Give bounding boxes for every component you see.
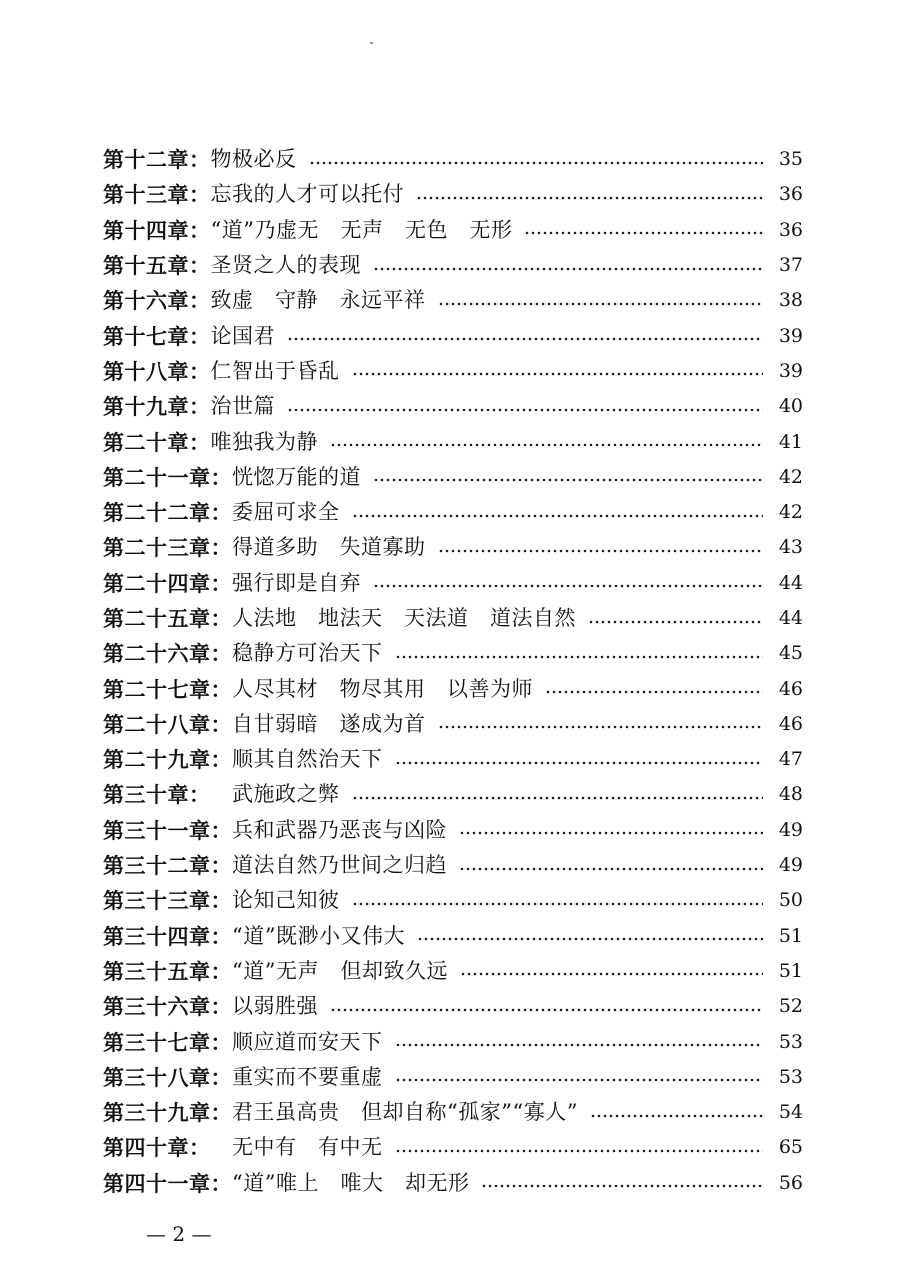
chapter-label: 第三十一章： [103, 817, 232, 843]
chapter-title: “道”乃虚无 无声 无色 无形 [210, 217, 513, 242]
page-number: 42 [778, 501, 803, 524]
dot-leader [438, 725, 764, 729]
page-number: 45 [778, 642, 803, 665]
chapter-title: 恍惚万能的道 [232, 464, 361, 489]
dot-leader [352, 372, 764, 376]
chapter-title: 道法自然乃世间之归趋 [232, 853, 447, 878]
scan-speck [370, 42, 373, 44]
dot-leader [352, 902, 764, 906]
dot-leader [309, 161, 764, 165]
chapter-label: 第二十章： [103, 429, 211, 455]
toc-entry [103, 1130, 803, 1165]
chapter-title: 顺应道而安天下 [232, 1029, 383, 1054]
dot-leader [460, 972, 763, 976]
toc-entry [103, 318, 803, 353]
page-number: 46 [778, 712, 803, 735]
chapter-label: 第十四章： [103, 217, 211, 243]
page-number: 42 [778, 465, 803, 488]
dot-leader [417, 937, 763, 941]
dot-leader [459, 831, 763, 835]
dot-leader [330, 1008, 763, 1012]
chapter-title: 无中有 有中无 [210, 1135, 383, 1160]
chapter-label: 第三十七章： [103, 1029, 232, 1055]
toc-entry [103, 566, 803, 601]
page-number: 37 [778, 254, 803, 277]
dot-leader [287, 337, 763, 341]
chapter-label: 第三十二章： [103, 853, 232, 879]
toc-entry [103, 601, 803, 636]
toc-entry [103, 460, 803, 495]
chapter-title: 仁智出于昏乱 [210, 358, 340, 383]
toc-entry [103, 530, 803, 565]
chapter-title: 稳静方可治天下 [232, 641, 383, 666]
toc-entry [103, 883, 803, 918]
chapter-title: 自甘弱暗 遂成为首 [232, 711, 426, 736]
dot-leader [395, 761, 764, 765]
page-number: 54 [778, 1101, 803, 1124]
chapter-label: 第二十六章： [103, 641, 232, 667]
page-number: 48 [778, 783, 803, 806]
toc-entry [103, 248, 803, 283]
chapter-title: 武施政之弊 [210, 782, 340, 807]
chapter-label: 第三十六章： [103, 994, 232, 1020]
dot-leader [373, 478, 763, 482]
toc-entry [103, 1060, 803, 1095]
chapter-label: 第十二章： [103, 147, 211, 173]
dot-leader [416, 196, 763, 200]
chapter-label: 第二十三章： [103, 535, 232, 561]
page-number: 39 [778, 359, 803, 382]
chapter-label: 第三十八章： [103, 1064, 232, 1090]
dot-leader [524, 231, 763, 235]
dot-leader [352, 514, 764, 518]
toc-entry [103, 283, 803, 318]
toc-entry [103, 919, 803, 954]
chapter-label: 第十七章： [103, 323, 211, 349]
dot-leader [481, 1184, 763, 1188]
chapter-label: 第三十九章： [103, 1100, 232, 1126]
chapter-title: 致虚 守静 永远平祥 [210, 288, 426, 313]
page-number: 35 [778, 148, 803, 171]
page-number: 51 [778, 924, 803, 947]
page-number: 43 [778, 536, 803, 559]
dot-leader [588, 620, 763, 624]
dot-leader [352, 796, 764, 800]
page-number: 53 [778, 1030, 803, 1053]
toc-entry [103, 813, 803, 848]
toc-entry [103, 989, 803, 1024]
table-of-contents [103, 142, 803, 1201]
chapter-title: 以弱胜强 [232, 994, 318, 1019]
chapter-title: 得道多助 失道寡助 [232, 535, 426, 560]
chapter-label: 第三十三章： [103, 888, 232, 914]
chapter-label: 第十三章： [103, 182, 211, 208]
chapter-title: 重实而不要重虚 [232, 1064, 383, 1089]
chapter-label: 第二十五章： [103, 606, 232, 631]
page-number: 53 [778, 1065, 803, 1088]
chapter-title: 圣贤之人的表现 [210, 253, 361, 278]
chapter-label: 第十五章： [103, 253, 211, 279]
chapter-title: 兵和武器乃恶丧与凶险 [232, 817, 447, 842]
chapter-title: 忘我的人才可以托付 [210, 182, 404, 207]
toc-entry [103, 1166, 803, 1201]
chapter-title: 顺其自然治天下 [232, 747, 383, 772]
page-number: 52 [778, 995, 803, 1018]
chapter-title: 委屈可求全 [232, 500, 340, 525]
page-number: 51 [778, 959, 803, 982]
dot-leader [459, 867, 763, 871]
dot-leader [395, 1078, 764, 1082]
page-number: 41 [778, 430, 803, 453]
chapter-title: 唯独我为静 [210, 429, 318, 454]
page-number: 47 [778, 748, 803, 771]
chapter-title: 君王虽高贵 但却自称“孤家”“寡人” [232, 1100, 578, 1125]
dot-leader [590, 1114, 763, 1118]
chapter-title: 人法地 地法天 天法道 道法自然 [232, 606, 576, 630]
dot-leader [545, 690, 763, 694]
toc-entry [103, 424, 803, 459]
chapter-label: 第四十章： [103, 1135, 211, 1161]
page-number-footer: — 2 — [146, 1222, 212, 1246]
chapter-label: 第二十四章： [103, 570, 232, 596]
toc-entry [103, 142, 803, 177]
dot-leader [373, 584, 763, 588]
dot-leader [373, 267, 763, 271]
page-number: 49 [778, 854, 803, 877]
chapter-title: 强行即是自弃 [232, 570, 361, 595]
toc-entry [103, 495, 803, 530]
dot-leader [330, 443, 763, 447]
chapter-title: 治世篇 [210, 394, 275, 419]
chapter-title: “道”无声 但却致久远 [232, 958, 448, 983]
chapter-title: “道”唯上 唯大 却无形 [232, 1170, 470, 1195]
chapter-label: 第十八章： [103, 358, 211, 384]
page-number: 38 [778, 289, 803, 312]
page-number: 36 [778, 183, 803, 206]
chapter-title: 物极必反 [210, 147, 297, 172]
chapter-label: 第二十九章： [103, 747, 232, 773]
dot-leader [395, 655, 764, 659]
chapter-label: 第三十四章： [103, 923, 232, 949]
page-number: 39 [778, 324, 803, 347]
chapter-label: 第三十章： [103, 782, 211, 808]
page-number: 50 [778, 889, 803, 912]
page-number: 56 [778, 1171, 803, 1194]
toc-entry [103, 707, 803, 742]
chapter-label: 第十六章： [103, 288, 211, 314]
page-number: 36 [778, 218, 803, 241]
page-number: 44 [778, 571, 803, 594]
chapter-label: 第二十八章： [103, 711, 232, 737]
toc-entry [103, 777, 803, 812]
toc-entry [103, 1095, 803, 1130]
toc-entry [103, 213, 803, 248]
dot-leader [438, 302, 764, 306]
toc-entry [103, 671, 803, 706]
chapter-label: 第四十一章： [103, 1170, 232, 1196]
toc-entry [103, 177, 803, 212]
page-number: 40 [778, 395, 803, 418]
chapter-title: 论国君 [210, 323, 275, 348]
toc-entry [103, 389, 803, 424]
chapter-label: 第二十一章： [103, 464, 232, 490]
toc-entry [103, 742, 803, 777]
toc-entry [103, 954, 803, 989]
toc-entry [103, 354, 803, 389]
page-number: 46 [778, 677, 803, 700]
chapter-title: “道”既渺小又伟大 [232, 923, 405, 948]
toc-entry [103, 848, 803, 883]
page-number: 44 [778, 607, 803, 629]
chapter-label: 第二十七章： [103, 676, 232, 702]
dot-leader [395, 1149, 764, 1153]
dot-leader [287, 408, 763, 412]
page-number: 49 [778, 818, 803, 841]
chapter-label: 第十九章： [103, 394, 211, 420]
page-number: 65 [778, 1136, 803, 1159]
chapter-title: 论知己知彼 [232, 888, 340, 913]
chapter-label: 第三十五章： [103, 958, 232, 984]
chapter-title: 人尽其材 物尽其用 以善为师 [232, 676, 533, 701]
toc-entry [103, 1024, 803, 1059]
dot-leader [438, 549, 764, 553]
chapter-label: 第二十二章： [103, 500, 232, 526]
dot-leader [395, 1043, 764, 1047]
toc-entry [103, 636, 803, 671]
